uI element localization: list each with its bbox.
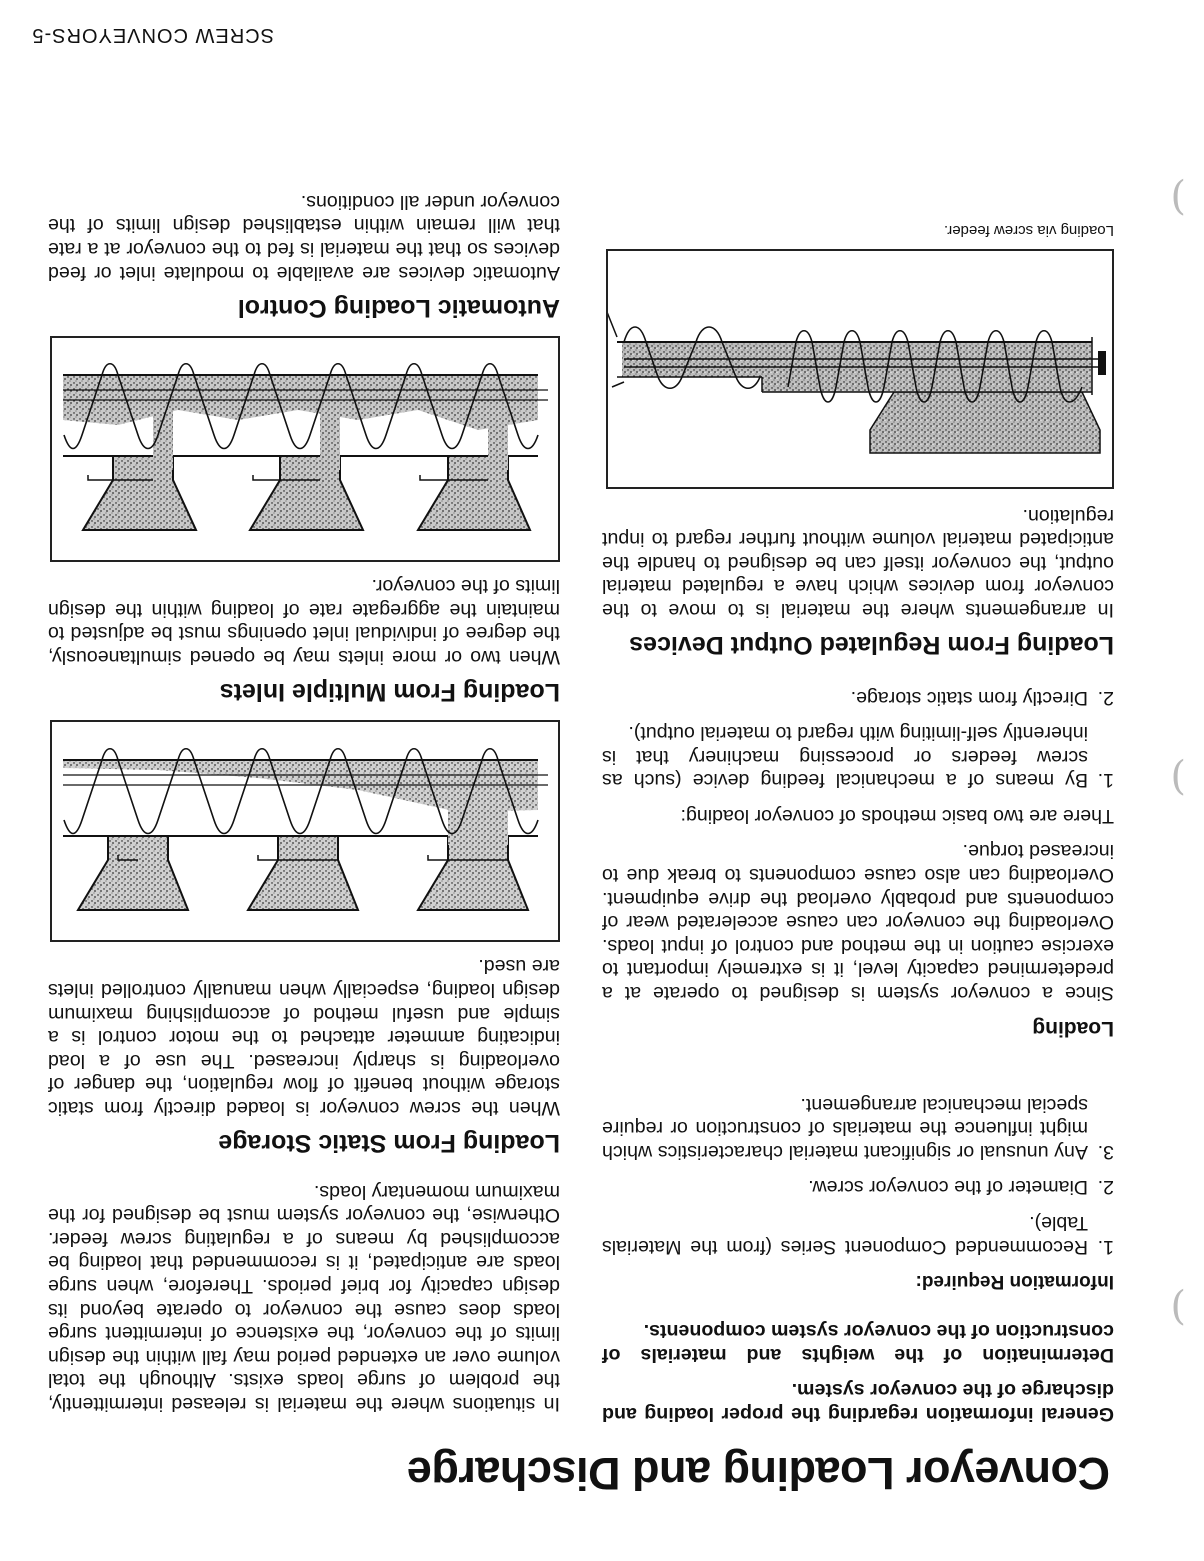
- figure-caption: Loading via screw feeder.: [943, 221, 1114, 239]
- regulated-paragraph: In arrangements where the material is to move to the conveyor from devices which have a regulated material output, the conveyor itself can be designed to handle the anticipated material volume without further regard to input regulation.: [602, 504, 1114, 621]
- loading-paragraph: Since a conveyor system is designed to operate at a predetermined capacity level, it is extremely important to exercise caution in the method and control of input loads. Overloading the conveyor can cause accelerated wear of components and probably overload the drive equipment. Overloading can also cause components to break due to increased torque.: [602, 840, 1114, 1005]
- list-text: Directly from static storage.: [850, 686, 1088, 709]
- page-footer: SCREW CONVEYORS-5: [31, 24, 274, 46]
- binder-mark: ): [1170, 755, 1186, 801]
- multiple-inlets-heading: Loading From Multiple Inlets: [219, 677, 560, 706]
- static-storage-figure: [50, 720, 560, 942]
- list-number: 2.: [1097, 686, 1114, 709]
- list-text: By means of a mechanical feeding device (such as screw feeders or processing machinery that is inherently self-limiting with regard to material output).: [602, 722, 1088, 792]
- intro-lead: General information regarding the proper loading and discharge of the conveyor system.: [602, 1379, 1114, 1425]
- multiple-inlets-paragraph: When two or more inlets may be opened simultaneously, the degree of individual inlet openings must be adjusted to maintain the aggregate rate of loading within the design limits of the conveyor.: [48, 575, 560, 668]
- list-number: 2.: [1097, 1176, 1114, 1199]
- intro-determination: Determination of the weights and materials of construction of the conveyor system components.: [602, 1320, 1114, 1366]
- single-inlet-diagram: [52, 722, 558, 940]
- page-title: Conveyor Loading and Discharge: [407, 1448, 1110, 1499]
- list-text: Diameter of the conveyor screw.: [808, 1176, 1088, 1199]
- automatic-control-paragraph: Automatic devices are available to modulate inlet or feed devices so that the material is fed to the conveyor at a rate that will remain within established design limits of the conveyor under all conditions.: [48, 190, 560, 284]
- multiple-inlets-diagram: [52, 338, 558, 560]
- multiple-inlets-figure: [50, 336, 560, 562]
- regulated-heading: Loading From Regulated Output Devices: [629, 630, 1114, 659]
- info-item-2: [602, 1175, 1114, 1199]
- right-column: [48, 189, 560, 1415]
- intermittent-paragraph: In situations where the material is released intermittently, the problem of surge loads exists. Although the total volume over an extended period may fall within the design limits of the conveyor, the existence of intermittent surge loads does cause the conveyor to operate beyond its design capacity for brief periods. Therefore, when surge loads are anticipated, it is recommended that loading be accomplished by means of a regulating screw feeder. Otherwise, the conveyor system must be designed for the maximum momentary loads.: [48, 1180, 560, 1415]
- list-number: 3.: [1097, 1140, 1114, 1163]
- info-item-1: [602, 1210, 1114, 1257]
- binder-mark: ): [1170, 175, 1186, 221]
- screw-feeder-diagram: [608, 251, 1112, 487]
- loading-method-2: [602, 685, 1114, 709]
- static-storage-heading: Loading From Static Storage: [218, 1129, 560, 1158]
- loading-heading: Loading: [1032, 1017, 1114, 1041]
- loading-method-1: [602, 721, 1114, 792]
- left-column: [602, 221, 1114, 1425]
- list-number: 1.: [1097, 1235, 1114, 1258]
- info-required-heading: Information Required:: [915, 1270, 1114, 1292]
- list-text: Any unusual or significant material characteristics which might influence the materials of construction or require special mechanical arrangement.: [602, 1093, 1088, 1163]
- loading-methods-intro: There are two basic methods of conveyor loading:: [680, 804, 1114, 827]
- screw-feeder-figure: [606, 249, 1114, 489]
- list-number: 1.: [1097, 769, 1114, 792]
- static-storage-paragraph: When the screw conveyor is loaded directly from static storage without benefit of flow regulation, the danger of overloading is sharply increased. The use of a load indicating ammeter attached to the motor control is a simple and useful method of accomplishing maximum design loading, especially when manually controlled inlets are used.: [48, 955, 560, 1120]
- list-text: Recommended Component Series (from the Materials Table).: [602, 1212, 1088, 1258]
- binder-mark: ): [1170, 1285, 1186, 1331]
- info-item-3: [602, 1092, 1114, 1163]
- automatic-control-heading: Automatic Loading Control: [237, 293, 560, 322]
